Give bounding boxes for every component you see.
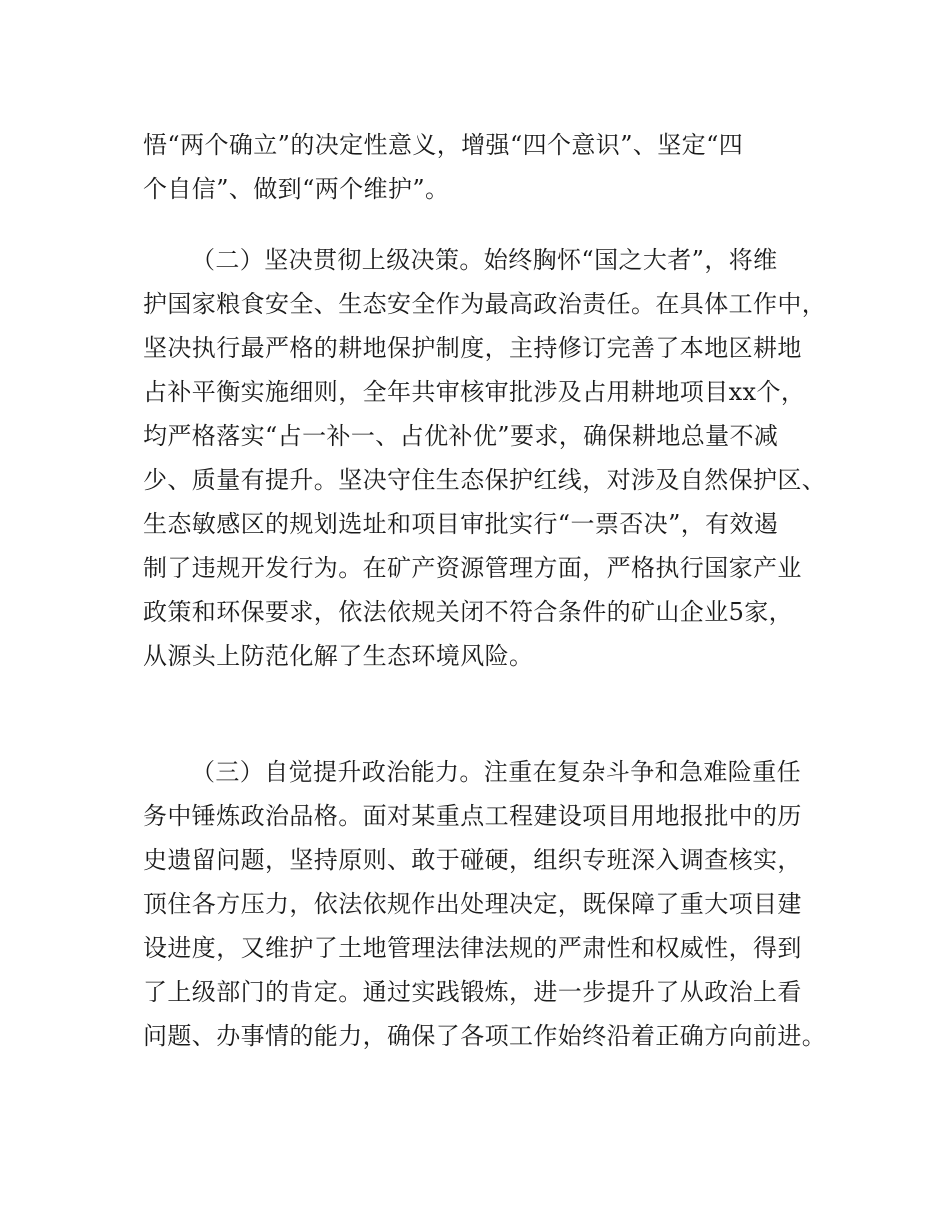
text-line: 问题、办事情的能力，确保了各项工作始终沿着正确方向前进。 (143, 1022, 827, 1050)
paragraph-implement-decisions (143, 238, 843, 678)
text-line: 政策和环保要求，依法依规关闭不符合条件的矿山企业5家， (143, 598, 794, 626)
text-line: 从源头上防范化解了生态环境风险。 (143, 642, 534, 670)
section-heading-line: （三）自觉提升政治能力。注重在复杂斗争和急难险重任 (191, 758, 801, 786)
text-line: 均严格落实“占一补一、占优补优”要求，确保耕地总量不减 (143, 422, 779, 450)
text-line: 设进度，又维护了土地管理法律法规的严肃性和权威性，得到 (143, 934, 802, 962)
text-line: 史遗留问题，坚持原则、敢于碰硬，组织专班深入调查核实， (143, 846, 802, 874)
text-line: 占补平衡实施细则，全年共审核审批涉及占用耕地项目xx个， (143, 378, 806, 406)
text-line: 悟“两个确立”的决定性意义，增强“四个意识”、坚定“四 (143, 131, 744, 159)
text-line: 制了违规开发行为。在矿产资源管理方面，严格执行国家产业 (143, 554, 802, 582)
text-line: 务中锤炼政治品格。面对某重点工程建设项目用地报批中的历 (143, 802, 802, 830)
text-line: 少、质量有提升。坚决守住生态保护红线，对涉及自然保护区、 (143, 466, 827, 494)
text-line: 了上级部门的肯定。通过实践锻炼，进一步提升了从政治上看 (143, 978, 802, 1006)
text-line: 个自信”、做到“两个维护”。 (143, 175, 450, 203)
paragraph-two-establishments (143, 123, 843, 211)
text-line: 生态敏感区的规划选址和项目审批实行“一票否决”，有效遏 (143, 510, 779, 538)
text-line: 护国家粮食安全、生态安全作为最高政治责任。在具体工作中， (143, 290, 827, 318)
text-line: 顶住各方压力，依法依规作出处理决定，既保障了重大项目建 (143, 890, 802, 918)
section-heading-line: （二）坚决贯彻上级决策。始终胸怀“国之大者”，将维 (191, 246, 778, 274)
paragraph-political-ability (143, 750, 843, 1058)
text-line: 坚决执行最严格的耕地保护制度，主持修订完善了本地区耕地 (143, 334, 802, 362)
